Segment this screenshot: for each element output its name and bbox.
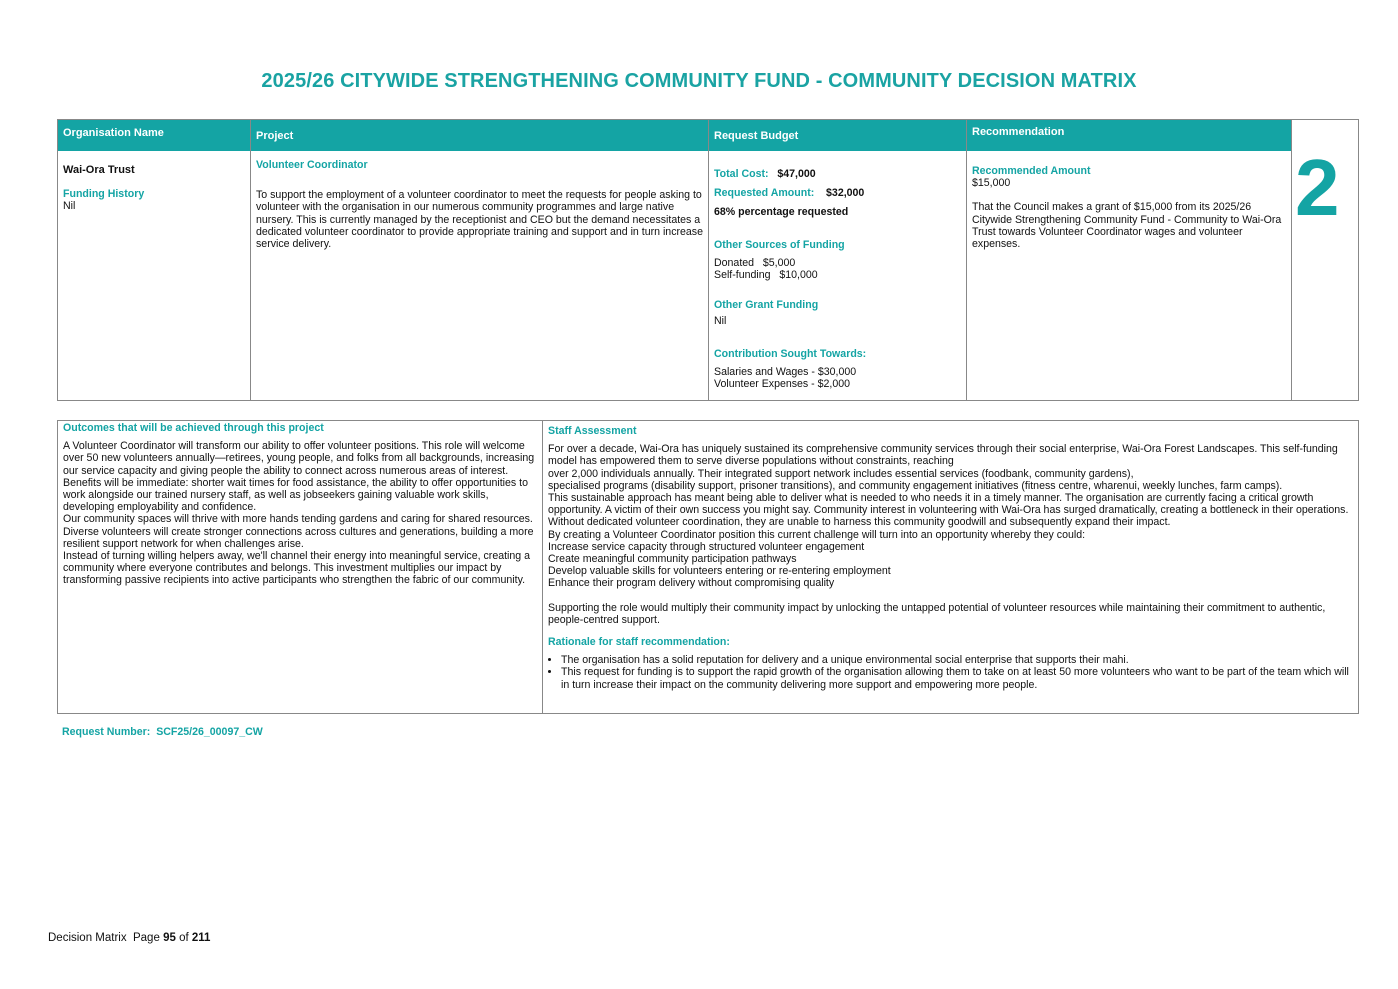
staff-assessment-line: This sustainable approach has meant being able to deliver what is needed to who needs it in a timely manner. The organisation are currently facing a critical growth [548,492,1314,505]
staff-summary: Supporting the role would multiply their community impact by unlocking the untapped potential of volunteer resources while maintaining their commitment to authentic, people-centred support. [548,601,1326,626]
percentage-requested: 68% percentage requested [714,206,849,219]
funding-history-label: Funding History [63,188,145,201]
recommended-amount-label: Recommended Amount [972,165,1091,177]
contribution-label: Contribution Sought Towards: [714,347,867,360]
organisation-cell [58,164,251,213]
organisation-name: Wai-Ora Trust [63,164,135,176]
other-source-item: Donated $5,000 [714,256,796,269]
contribution-item: Salaries and Wages - $30,000 [714,365,857,378]
staff-assessment-line: Without dedicated volunteer coordination, they are unable to harness this community goodwill and subsequently expand their impact. [548,516,1171,529]
outcome-paragraph: Our community spaces will thrive with more hands tending gardens and caring for shared resources. Diverse volunteers will create stronger connections across cultures and generations, building a more resilient support network for when challenges arise. [63,513,534,550]
outcomes-label: Outcomes that will be achieved through this project [63,422,324,434]
page-number: 95 [163,932,176,944]
project-title: Volunteer Coordinator [256,159,368,171]
outcome-paragraph: A Volunteer Coordinator will transform our ability to offer volunteer positions. This role will welcome over 50 new volunteers annually—retirees, young people, and folks from all backgrounds, increasing our service capacity and giving people the ability to connect across numerous areas of interest. [63,440,535,477]
header-project: Project [251,120,709,151]
rationale-label: Rationale for staff recommendation: [548,636,730,649]
staff-assessment-line: specialised programs (disability support, prisoner transitions), and community engagement initiatives (fitness centre, wharenui, weekly lunches, farm camps). [548,479,1283,492]
requested-label: Requested Amount: [714,187,815,200]
header-recommendation: Recommendation [967,120,1292,151]
assessment-table [57,420,1359,714]
other-source-item: Self-funding $10,000 [714,269,818,282]
contribution-item: Volunteer Expenses - $2,000 [714,378,851,391]
staff-assessment-line: Create meaningful community participation pathways [548,553,797,566]
header-organisation: Organisation Name [58,120,251,151]
staff-assessment-label: Staff Assessment [548,425,637,437]
rationale-list [548,654,1354,691]
request-number-value: SCF25/26_00097_CW [156,726,263,738]
other-grant-label: Other Grant Funding [714,299,819,312]
total-cost-label: Total Cost: [714,168,769,180]
total-cost: $47,000 [777,168,816,180]
footer-label: Decision Matrix Page [48,932,160,944]
item-number: 2 [1295,143,1340,232]
other-sources-label: Other Sources of Funding [714,238,845,251]
staff-assessment-line: By creating a Volunteer Coordinator position this current challenge will turn into an opportunity whereby they could: [548,528,1086,541]
staff-assessment-line: Increase service capacity through structured volunteer engagement [548,540,865,553]
rationale-item: • This request for funding is to support the rapid growth of the organisation allowing them to take on at least 50 more volunteers who want to be part of the team which will in turn increase their impact on the community delivering more support and empowering more people. [561,666,1354,690]
staff-assessment-line: over 2,000 individuals annually. Their integrated support network includes essential services (foodbank, community gardens), [548,467,1134,480]
page-title: 2025/26 CITYWIDE STRENGTHENING COMMUNITY FUND - COMMUNITY DECISION MATRIX [261,70,1137,92]
staff-assessment-line: opportunity. A victim of their own success you might say. Community interest in volunteering with Wai-Ora has surged dramatically, creating a bottleneck in their operations. [548,504,1349,517]
footer-of: of [179,932,189,944]
project-description: To support the employment of a volunteer coordinator to meet the requests for people asking to volunteer with the organisation in our numerous community programmes and large native nursery. This is currently managed by the receptionist and CEO but the demand necessitates a dedicated volunteer coordinator to provide appropriate training and support and in turn increase service delivery. [256,189,703,251]
recommendation-cell [967,165,1292,250]
outcome-paragraph: Benefits will be immediate: shorter wait times for food assistance, the ability to offer opportunities to work alongside our trained nursery staff, as well as jobseekers gaining valuable work skills, developing employability and confidence. [63,476,528,514]
staff-assessment-cell [543,425,1359,691]
decision-table [57,119,1359,401]
budget-cell [709,168,967,390]
requested-amount: $32,000 [826,187,865,200]
request-number [62,726,263,738]
funding-history: Nil [63,200,76,213]
staff-assessment-line: Enhance their program delivery without compromising quality [548,577,835,590]
header-budget: Request Budget [709,120,967,151]
other-grant: Nil [714,315,727,328]
staff-assessment-line: model has empowered them to serve diverse populations without constraints, reaching [548,455,954,468]
staff-assessment-line: Develop valuable skills for volunteers entering or re-entering employment [548,565,891,578]
rationale-item: • The organisation has a solid reputation for delivery and a unique environmental social enterprise that supports their mahi. [561,654,1354,666]
project-cell [251,159,709,250]
outcome-paragraph: Instead of turning willing helpers away, we'll channel their energy into meaningful service, creating a community where everyone contributes and belongs. This investment multiplies our impact by transforming passive recipients into active participants who strengthen the fabric of our community. [63,550,531,587]
request-number-label: Request Number: [62,726,151,738]
outcomes-cell [58,422,542,587]
recommended-amount: $15,000 [972,177,1011,190]
page-total: 211 [191,932,211,944]
recommendation-text: That the Council makes a grant of $15,000 from its 2025/26 Citywide Strengthening Community Fund - Community to Wai-Ora Trust towards Volunteer Coordinator wages and volunteer expenses. [972,201,1282,251]
staff-assessment-line: For over a decade, Wai-Ora has uniquely sustained its comprehensive community services through their social enterprise, Wai-Ora Forest Landscapes. This self-funding [548,443,1338,456]
page-footer [48,932,210,944]
